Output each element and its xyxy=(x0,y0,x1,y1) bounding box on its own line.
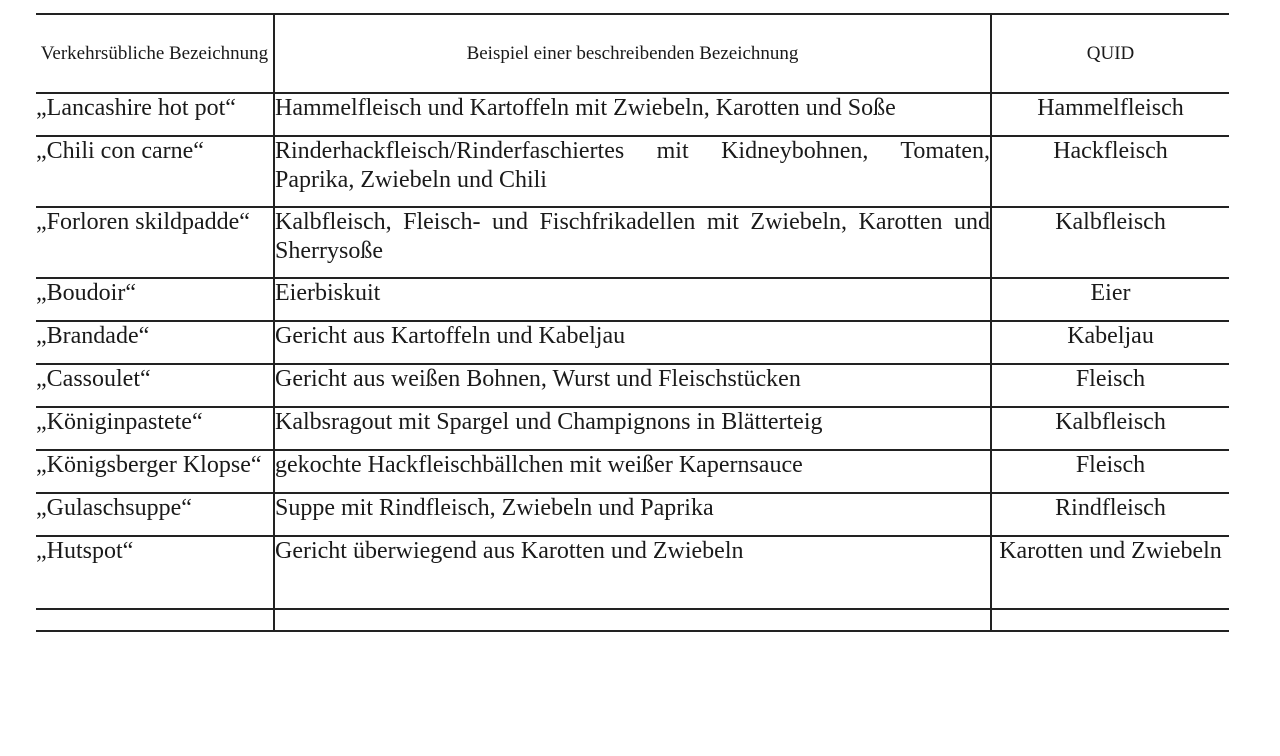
table-row xyxy=(36,450,1229,493)
description-cell: Kalbsragout mit Spargel und Champignons in Blätterteig xyxy=(274,407,991,450)
description-cell: Gericht überwiegend aus Karotten und Zwiebeln xyxy=(274,536,991,609)
description-cell: Gericht aus Kartoffeln und Kabeljau xyxy=(274,321,991,364)
table-row xyxy=(36,407,1229,450)
description-cell: Suppe mit Rindfleisch, Zwiebeln und Paprika xyxy=(274,493,991,536)
quid-cell: Eier xyxy=(991,278,1229,321)
quid-cell: Karotten und Zwiebeln xyxy=(991,536,1229,609)
name-cell: „Königsberger Klopse“ xyxy=(36,450,274,493)
name-cell: „Hutspot“ xyxy=(36,536,274,609)
quid-cell: Kalbfleisch xyxy=(991,207,1229,278)
table-row xyxy=(36,536,1229,609)
quid-cell: Fleisch xyxy=(991,450,1229,493)
name-cell: „Königinpastete“ xyxy=(36,407,274,450)
quid-cell: Fleisch xyxy=(991,364,1229,407)
quid-cell: Rindfleisch xyxy=(991,493,1229,536)
name-cell: „Forloren skildpadde“ xyxy=(36,207,274,278)
name-cell-empty xyxy=(36,609,274,631)
description-cell: Hammelfleisch und Kartoffeln mit Zwiebeln, Karotten und Soße xyxy=(274,93,991,136)
quid-cell: Hammelfleisch xyxy=(991,93,1229,136)
name-cell: „Gulaschsuppe“ xyxy=(36,493,274,536)
description-cell-empty xyxy=(274,609,991,631)
quid-cell: Kabeljau xyxy=(991,321,1229,364)
table-header-row xyxy=(36,14,1229,93)
quid-cell: Hackfleisch xyxy=(991,136,1229,207)
description-cell: Rinderhackfleisch/Rinderfaschiertes mit Kidneybohnen, Tomaten, Paprika, Zwiebeln und Chili xyxy=(274,136,991,207)
header-description: Beispiel einer beschreibenden Bezeichnung xyxy=(274,14,991,93)
table-row xyxy=(36,93,1229,136)
quid-examples-table xyxy=(36,13,1229,632)
header-name: Verkehrsübliche Bezeichnung xyxy=(36,14,274,93)
quid-cell: Kalbfleisch xyxy=(991,407,1229,450)
table-row xyxy=(36,321,1229,364)
description-cell: gekochte Hackfleischbällchen mit weißer Kapernsauce xyxy=(274,450,991,493)
name-cell: „Lancashire hot pot“ xyxy=(36,93,274,136)
table-row-continuation xyxy=(36,609,1229,631)
table-row xyxy=(36,136,1229,207)
table-row xyxy=(36,278,1229,321)
header-quid: QUID xyxy=(991,14,1229,93)
table-row xyxy=(36,493,1229,536)
name-cell: „Cassoulet“ xyxy=(36,364,274,407)
description-cell: Kalbfleisch, Fleisch- und Fischfrikadellen mit Zwiebeln, Karotten und Sherrysoße xyxy=(274,207,991,278)
table-row xyxy=(36,207,1229,278)
name-cell: „Brandade“ xyxy=(36,321,274,364)
description-cell: Gericht aus weißen Bohnen, Wurst und Fleischstücken xyxy=(274,364,991,407)
name-cell: „Boudoir“ xyxy=(36,278,274,321)
quid-cell-empty xyxy=(991,609,1229,631)
description-cell: Eierbiskuit xyxy=(274,278,991,321)
table-row xyxy=(36,364,1229,407)
name-cell: „Chili con carne“ xyxy=(36,136,274,207)
